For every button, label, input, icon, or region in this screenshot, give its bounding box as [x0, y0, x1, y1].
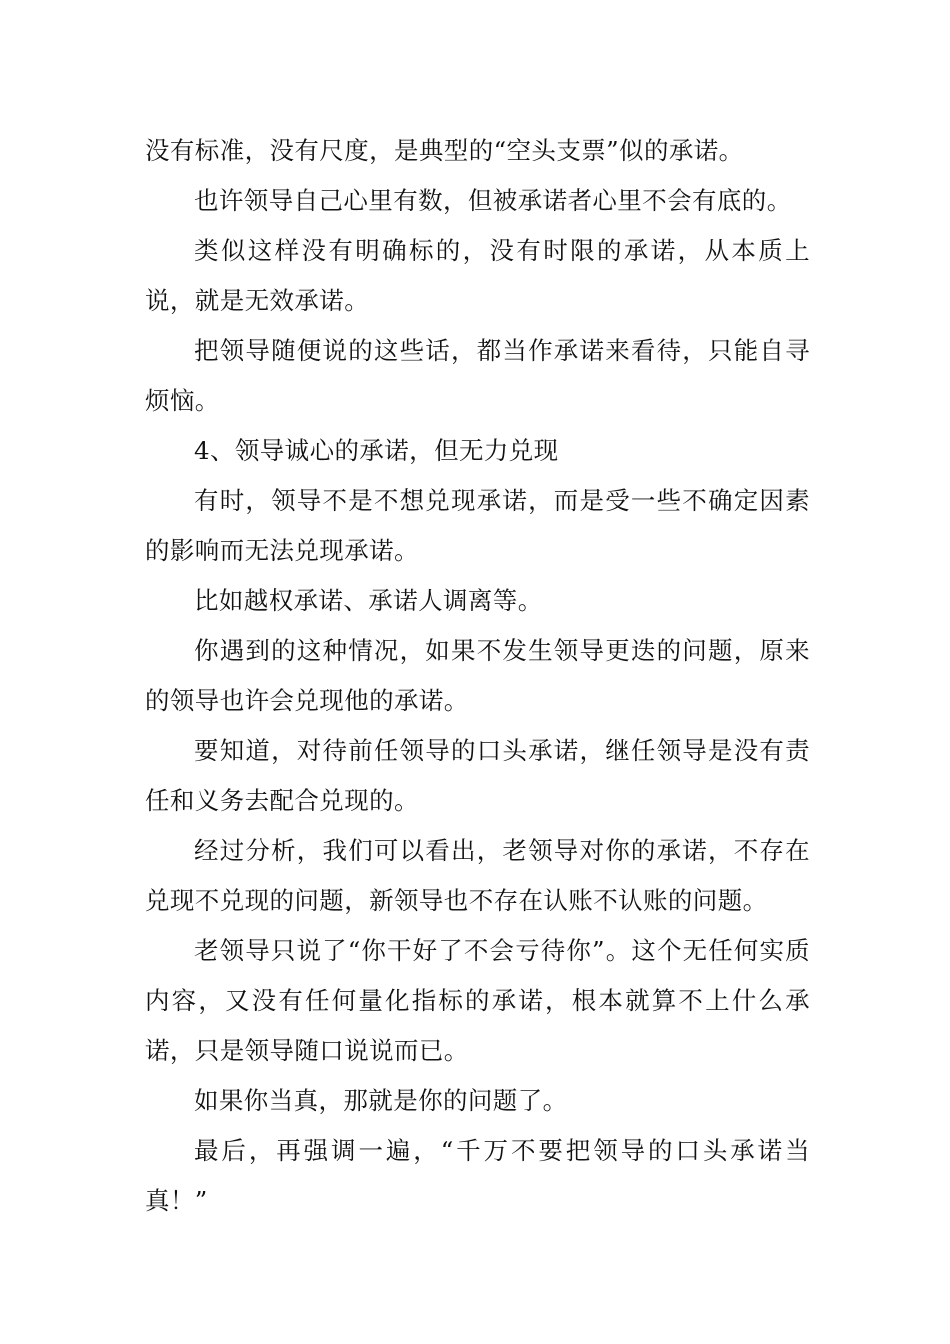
- paragraph-2: 也许领导自己心里有数，但被承诺者心里不会有底的。: [194, 186, 792, 215]
- paragraph-13: 最后，再强调一遍，“千万不要把领导的口头承诺当真！”: [145, 1136, 810, 1215]
- paragraph-10: 经过分析，我们可以看出，老领导对你的承诺，不存在兑现不兑现的问题，新领导也不存在认账不认账的问题。: [145, 836, 810, 915]
- section-heading: 4、领导诚心的承诺，但无力兑现: [194, 436, 559, 465]
- paragraph-7: 比如越权承诺、承诺人调离等。: [194, 586, 543, 615]
- paragraph-9: 要知道，对待前任领导的口头承诺，继任领导是没有责任和义务去配合兑现的。: [145, 736, 810, 815]
- paragraph-1: 没有标准，没有尺度，是典型的“空头支票”似的承诺。: [145, 136, 744, 165]
- paragraph-11: 老领导只说了“你干好了不会亏待你”。这个无任何实质内容，又没有任何量化指标的承诺，根本就算不上什么承诺，只是领导随口说说而已。: [145, 936, 810, 1065]
- paragraph-6: 有时，领导不是不想兑现承诺，而是受一些不确定因素的影响而无法兑现承诺。: [145, 486, 810, 565]
- paragraph-4: 把领导随便说的这些话，都当作承诺来看待，只能自寻烦恼。: [145, 336, 810, 415]
- paragraph-12: 如果你当真，那就是你的问题了。: [194, 1086, 568, 1115]
- paragraph-8: 你遇到的这种情况，如果不发生领导更迭的问题，原来的领导也许会兑现他的承诺。: [145, 636, 810, 715]
- document-body: [145, 126, 810, 1226]
- paragraph-3: 类似这样没有明确标的，没有时限的承诺，从本质上说，就是无效承诺。: [145, 236, 810, 315]
